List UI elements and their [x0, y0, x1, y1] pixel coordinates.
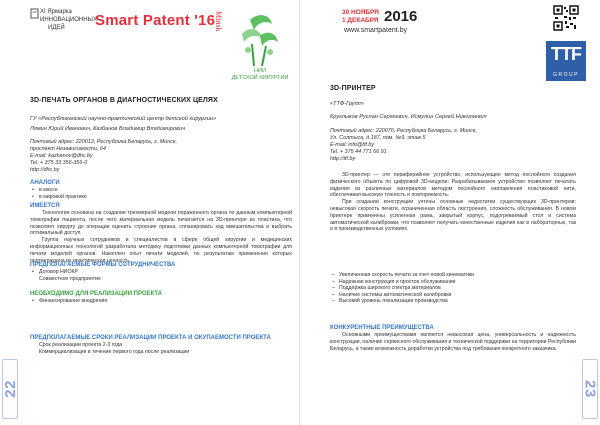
left-organization-block	[30, 116, 292, 123]
list-item: Срок реализации проекта 2-3 года	[39, 342, 123, 348]
address-line: Почтовый адрес: 220013, Республика Беларусь, г. Минск,	[30, 139, 177, 145]
section-heading: НЕОБХОДИМО ДЛЯ РЕАЛИЗАЦИИ ПРОЕКТА	[30, 291, 163, 297]
address-line: проспект Независимости, 64	[30, 146, 106, 152]
organization: «ТТФ-Групп»	[330, 101, 364, 107]
page-number-text: 23	[581, 380, 599, 398]
city-label: Minsk	[214, 11, 223, 32]
list-item: – Надежная конструкция и простое обслуживание	[330, 279, 576, 286]
qr-code-icon	[553, 5, 579, 31]
list-item: • в массе	[30, 187, 292, 194]
paragraph: Основными преимуществами являются невысокая цена, универсальность и надежность конструкции, наличие сервисного обслуживания и технической поддержки на территории Республики Беларусь, а также возможность доработки устройства под требования конкретного заказчика.	[330, 332, 576, 352]
left-authors-block	[30, 126, 292, 132]
terms-section	[30, 335, 292, 355]
event-date-line: 30 НОЯБРЯ	[342, 9, 379, 16]
paragraph: Группа научных сотрудников и специалистов в сфере общей хирургии и медицинских информационных технологий разработала методику подготовки данных компьютерной томографии для печати моделей органов. Накоплен опыт печати моделей, по результатам применения которых подтверждена их практическая ценность.	[30, 237, 292, 264]
organization: ГУ «Республиканский научно-практический центр детской хирургии»	[30, 116, 217, 122]
left-project-header	[30, 97, 292, 104]
fair-logo-line: ИДЕЙ	[48, 25, 65, 31]
ttf-logo-subtext: GROUP	[553, 72, 579, 78]
address-line: http://ttf.by	[330, 156, 356, 162]
list-item: • Договор НИОКР	[30, 269, 292, 276]
analogs-section	[30, 180, 292, 200]
right-page	[300, 0, 600, 425]
address-line: Tel. + 375 44 771 66 91	[330, 149, 387, 155]
paragraph: При создании конструкции учтены основные недостатки существующих 3D-принтеров: невысокая скорость печати, ограниченная область построения, сложность обслуживания. В новом принтере применены усиленная рама, закрытый корпус, подогреваемый стол и система автоматической калибровки, что позволяет получать качественные изделия как в лабораторных, так и в производственных условиях.	[330, 199, 576, 233]
event-date	[342, 9, 379, 24]
description-section	[330, 172, 576, 233]
list-item: Коммерциализация в течение первого года после реализации	[39, 348, 190, 355]
address-line: Почтовый адрес: 220070, Республика Беларусь, г. Минск,	[330, 128, 477, 134]
needed-section	[30, 291, 292, 305]
logo-line: ДЕТСКОЙ ХИРУРГИИ	[231, 74, 289, 81]
address-line: E-mail: kazbanov@dhc.by	[30, 153, 93, 159]
existing-section	[30, 203, 292, 264]
forms-section	[30, 262, 292, 282]
list-item: – Высокий уровень локализации производства	[330, 298, 576, 305]
fair-logo-line: ИННОВАЦИОННЫХ	[40, 17, 97, 23]
list-item: – Увеличенная скорость печати за счет новой кинематики	[330, 272, 576, 279]
list-item: • Финансирование внедрения	[30, 298, 292, 305]
event-date-line: 1 ДЕКАБРЯ	[342, 16, 379, 24]
project-title: 3D-ПРИНТЕР	[330, 85, 376, 92]
page-number	[2, 359, 18, 419]
list-item: – Наличие системы автоматической калибровки	[330, 292, 576, 299]
left-address-block	[30, 139, 292, 174]
section-heading: КОНКУРЕНТНЫЕ ПРЕИМУЩЕСТВА	[330, 325, 434, 331]
section-heading: АНАЛОГИ	[30, 180, 60, 186]
section-heading: ПРЕДПОЛАГАЕМЫЕ СРОКИ РЕАЛИЗАЦИИ ПРОЕКТА И ОКУПАЕМОСТИ ПРОЕКТА	[30, 335, 271, 341]
event-year: 2016	[384, 8, 418, 25]
event-url: www.smartpatent.by	[344, 27, 408, 34]
fair-logo	[30, 8, 97, 32]
fair-logo-line: XI Ярмарка	[40, 9, 72, 15]
list-item: – Поддержка широкого спектра материалов	[330, 285, 576, 292]
logo-line: НИИ	[254, 68, 266, 74]
list-item: • в мировой практике	[30, 194, 292, 201]
right-authors-block	[330, 114, 576, 120]
event-title: Smart Patent '16	[95, 12, 216, 29]
address-line: E-mail: info@ttf.by	[330, 142, 375, 148]
paragraph: Технология основана на создании трехмерной модели пораженного органа по данным компьютерной томографии пациента, после чего материальная модель печатается на 3D-принтере из пластика, что позволяет хирургу до операции оценить строение органа, спланировать ход вмешательства и выбрать оптимальный доступ.	[30, 210, 292, 237]
project-title: 3D-ПЕЧАТЬ ОРГАНОВ В ДИАГНОСТИЧЕСКИХ ЦЕЛЯХ	[30, 97, 218, 104]
section-heading: ПРЕДПОЛАГАЕМЫЕ ФОРМЫ СОТРУДНИЧЕСТВА	[30, 262, 176, 268]
address-line: http://dhc.by	[30, 167, 60, 173]
fair-logo-icon	[30, 8, 40, 20]
section-heading: ИМЕЕТСЯ	[30, 203, 60, 209]
page-number	[582, 359, 598, 419]
ttf-group-logo	[546, 41, 586, 81]
features-list	[330, 272, 576, 305]
advantages-section	[330, 325, 576, 352]
paragraph: 3D-принтер — это периферийное устройство, использующее метод послойного создания физического объекта по цифровой 3D-модели. Разрабатываемое устройство позволяет печатать изделия из различных материалов методом послойного наплавления пластиковой нити, обеспечивая высокую точность и повторяемость.	[330, 172, 576, 199]
ttf-logo-text: TTF	[551, 44, 581, 64]
fair-logo-text	[40, 8, 97, 32]
authors: Лямин Юрий Иванович, Казбанов Владимир Владимирович	[30, 126, 185, 132]
right-project-header	[330, 85, 576, 92]
address-line: Ул. Солтыса, д.187, пом. №9, этаж 5	[330, 135, 426, 141]
authors: Круглыков Руслан Сергеевич, Исмулин Сергей Николаевич	[330, 114, 487, 120]
right-organization-block	[330, 101, 576, 108]
address-line: Tel. + 375 33 356-356-0	[30, 160, 88, 166]
right-address-block	[330, 128, 576, 163]
list-item: Совместное предприятие	[39, 275, 101, 282]
childrens-surgery-logo-text	[230, 68, 290, 81]
page-number-text: 22	[1, 380, 19, 398]
